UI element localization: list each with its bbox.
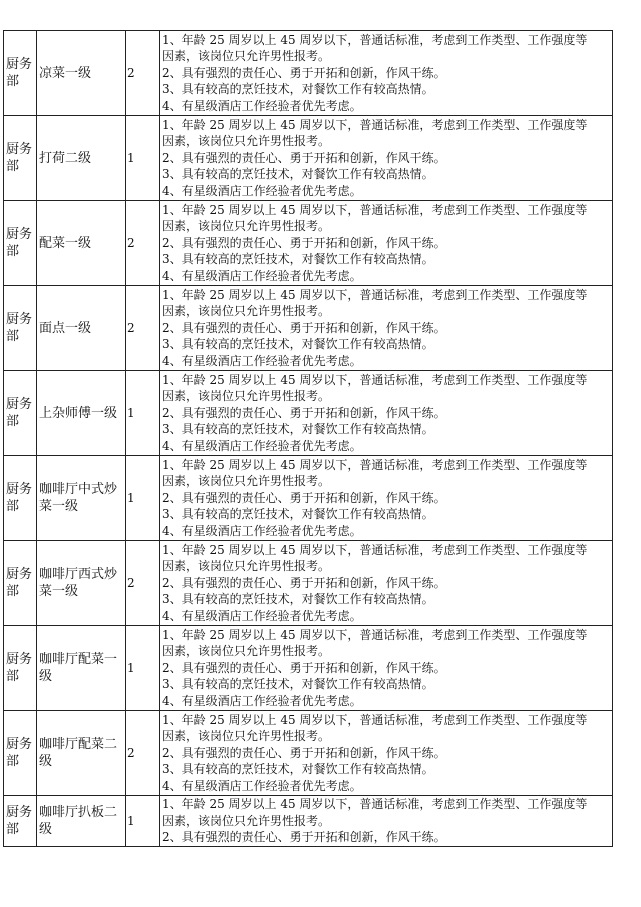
headcount-cell: 2: [126, 711, 160, 796]
department-cell: 厨务部: [4, 711, 37, 796]
requirement-line: 因素，该岗位只允许男性报考。: [162, 813, 331, 828]
requirement-line: 1、年龄 25 周岁以上 45 周岁以下，普通话标准，考虑到工作类型、工作强度等: [162, 202, 588, 217]
requirement-line: 3、具有较高的烹饪技术，对餐饮工作有较高热情。: [162, 337, 434, 352]
position-cell: 配菜一级: [37, 201, 126, 286]
headcount-cell: 1: [126, 116, 160, 201]
requirement-line: 1、年龄 25 周岁以上 45 周岁以下，普通话标准，考虑到工作类型、工作强度等: [162, 117, 588, 132]
department-cell: 厨务部: [4, 31, 37, 116]
department-cell: 厨务部: [4, 116, 37, 201]
department-cell: 厨务部: [4, 541, 37, 626]
recruitment-table-body: [4, 31, 613, 847]
headcount-cell: 1: [126, 626, 160, 711]
requirement-line: 2、具有强烈的责任心、勇于开拓和创新，作风干练。: [162, 150, 446, 165]
position-cell: 凉菜一级: [37, 31, 126, 116]
requirement-line: 2、具有强烈的责任心、勇于开拓和创新，作风干练。: [162, 575, 446, 590]
requirement-line: 因素，该岗位只允许男性报考。: [162, 219, 331, 234]
requirement-line: 因素，该岗位只允许男性报考。: [162, 134, 331, 149]
requirement-line: 1、年龄 25 周岁以上 45 周岁以下，普通话标准，考虑到工作类型、工作强度等: [162, 372, 588, 387]
requirement-line: 2、具有强烈的责任心、勇于开拓和创新，作风干练。: [162, 660, 446, 675]
requirement-line: 4、有星级酒店工作经验者优先考虑。: [162, 183, 362, 198]
requirement-line: 4、有星级酒店工作经验者优先考虑。: [162, 608, 362, 623]
requirement-line: 2、具有强烈的责任心、勇于开拓和创新，作风干练。: [162, 65, 446, 80]
table-row: [4, 541, 613, 626]
requirement-line: 因素，该岗位只允许男性报考。: [162, 729, 331, 744]
requirement-line: 4、有星级酒店工作经验者优先考虑。: [162, 268, 362, 283]
requirement-line: 4、有星级酒店工作经验者优先考虑。: [162, 778, 362, 793]
headcount-cell: 2: [126, 31, 160, 116]
headcount-cell: 2: [126, 201, 160, 286]
requirement-line: 4、有星级酒店工作经验者优先考虑。: [162, 353, 362, 368]
requirement-line: 因素，该岗位只允许男性报考。: [162, 474, 331, 489]
requirement-line: 2、具有强烈的责任心、勇于开拓和创新，作风干练。: [162, 830, 446, 845]
department-cell: 厨务部: [4, 626, 37, 711]
table-row: [4, 201, 613, 286]
requirement-line: 1、年龄 25 周岁以上 45 周岁以下，普通话标准，考虑到工作类型、工作强度等: [162, 542, 588, 557]
department-cell: 厨务部: [4, 286, 37, 371]
requirements-cell: [160, 201, 613, 286]
headcount-cell: 1: [126, 796, 160, 847]
recruitment-table: [3, 30, 613, 847]
requirement-line: 2、具有强烈的责任心、勇于开拓和创新，作风干练。: [162, 490, 446, 505]
requirement-line: 4、有星级酒店工作经验者优先考虑。: [162, 98, 362, 113]
requirement-line: 4、有星级酒店工作经验者优先考虑。: [162, 693, 362, 708]
table-row: [4, 796, 613, 847]
requirement-line: 因素，该岗位只允许男性报考。: [162, 389, 331, 404]
requirement-line: 3、具有较高的烹饪技术，对餐饮工作有较高热情。: [162, 507, 434, 522]
requirements-cell: [160, 286, 613, 371]
table-row: [4, 371, 613, 456]
position-cell: 打荷二级: [37, 116, 126, 201]
requirement-line: 3、具有较高的烹饪技术，对餐饮工作有较高热情。: [162, 167, 434, 182]
requirement-line: 3、具有较高的烹饪技术，对餐饮工作有较高热情。: [162, 592, 434, 607]
requirement-line: 3、具有较高的烹饪技术，对餐饮工作有较高热情。: [162, 677, 434, 692]
requirement-line: 2、具有强烈的责任心、勇于开拓和创新，作风干练。: [162, 235, 446, 250]
requirement-line: 1、年龄 25 周岁以上 45 周岁以下，普通话标准，考虑到工作类型、工作强度等: [162, 457, 588, 472]
requirements-cell: [160, 796, 613, 847]
headcount-cell: 1: [126, 456, 160, 541]
requirement-line: 3、具有较高的烹饪技术，对餐饮工作有较高热情。: [162, 762, 434, 777]
position-cell: 上杂师傅一级: [37, 371, 126, 456]
requirements-cell: [160, 626, 613, 711]
requirement-line: 因素，该岗位只允许男性报考。: [162, 559, 331, 574]
requirements-cell: [160, 31, 613, 116]
position-cell: 咖啡厅中式炒菜一级: [37, 456, 126, 541]
requirement-line: 因素，该岗位只允许男性报考。: [162, 644, 331, 659]
position-cell: 咖啡厅配菜二级: [37, 711, 126, 796]
position-cell: 咖啡厅扒板二级: [37, 796, 126, 847]
table-row: [4, 116, 613, 201]
requirement-line: 2、具有强烈的责任心、勇于开拓和创新，作风干练。: [162, 405, 446, 420]
requirement-line: 因素，该岗位只允许男性报考。: [162, 49, 331, 64]
requirement-line: 2、具有强烈的责任心、勇于开拓和创新，作风干练。: [162, 745, 446, 760]
table-row: [4, 286, 613, 371]
position-cell: 咖啡厅西式炒菜一级: [37, 541, 126, 626]
requirement-line: 1、年龄 25 周岁以上 45 周岁以下，普通话标准，考虑到工作类型、工作强度等: [162, 627, 588, 642]
table-row: [4, 626, 613, 711]
requirement-line: 1、年龄 25 周岁以上 45 周岁以下，普通话标准，考虑到工作类型、工作强度等: [162, 287, 588, 302]
requirements-cell: [160, 456, 613, 541]
requirement-line: 4、有星级酒店工作经验者优先考虑。: [162, 438, 362, 453]
requirement-line: 3、具有较高的烹饪技术，对餐饮工作有较高热情。: [162, 252, 434, 267]
requirements-cell: [160, 371, 613, 456]
requirements-cell: [160, 116, 613, 201]
position-cell: 咖啡厅配菜一级: [37, 626, 126, 711]
position-cell: 面点一级: [37, 286, 126, 371]
headcount-cell: 2: [126, 541, 160, 626]
department-cell: 厨务部: [4, 796, 37, 847]
requirements-cell: [160, 541, 613, 626]
requirement-line: 2、具有强烈的责任心、勇于开拓和创新，作风干练。: [162, 320, 446, 335]
requirement-line: 1、年龄 25 周岁以上 45 周岁以下，普通话标准，考虑到工作类型、工作强度等: [162, 712, 588, 727]
requirement-line: 3、具有较高的烹饪技术，对餐饮工作有较高热情。: [162, 82, 434, 97]
requirement-line: 1、年龄 25 周岁以上 45 周岁以下，普通话标准，考虑到工作类型、工作强度等: [162, 32, 588, 47]
headcount-cell: 1: [126, 371, 160, 456]
table-row: [4, 456, 613, 541]
table-row: [4, 711, 613, 796]
department-cell: 厨务部: [4, 201, 37, 286]
table-row: [4, 31, 613, 116]
requirement-line: 因素，该岗位只允许男性报考。: [162, 304, 331, 319]
requirement-line: 4、有星级酒店工作经验者优先考虑。: [162, 523, 362, 538]
headcount-cell: 2: [126, 286, 160, 371]
department-cell: 厨务部: [4, 456, 37, 541]
requirement-line: 3、具有较高的烹饪技术，对餐饮工作有较高热情。: [162, 422, 434, 437]
requirements-cell: [160, 711, 613, 796]
requirement-line: 1、年龄 25 周岁以上 45 周岁以下，普通话标准，考虑到工作类型、工作强度等: [162, 797, 588, 811]
department-cell: 厨务部: [4, 371, 37, 456]
